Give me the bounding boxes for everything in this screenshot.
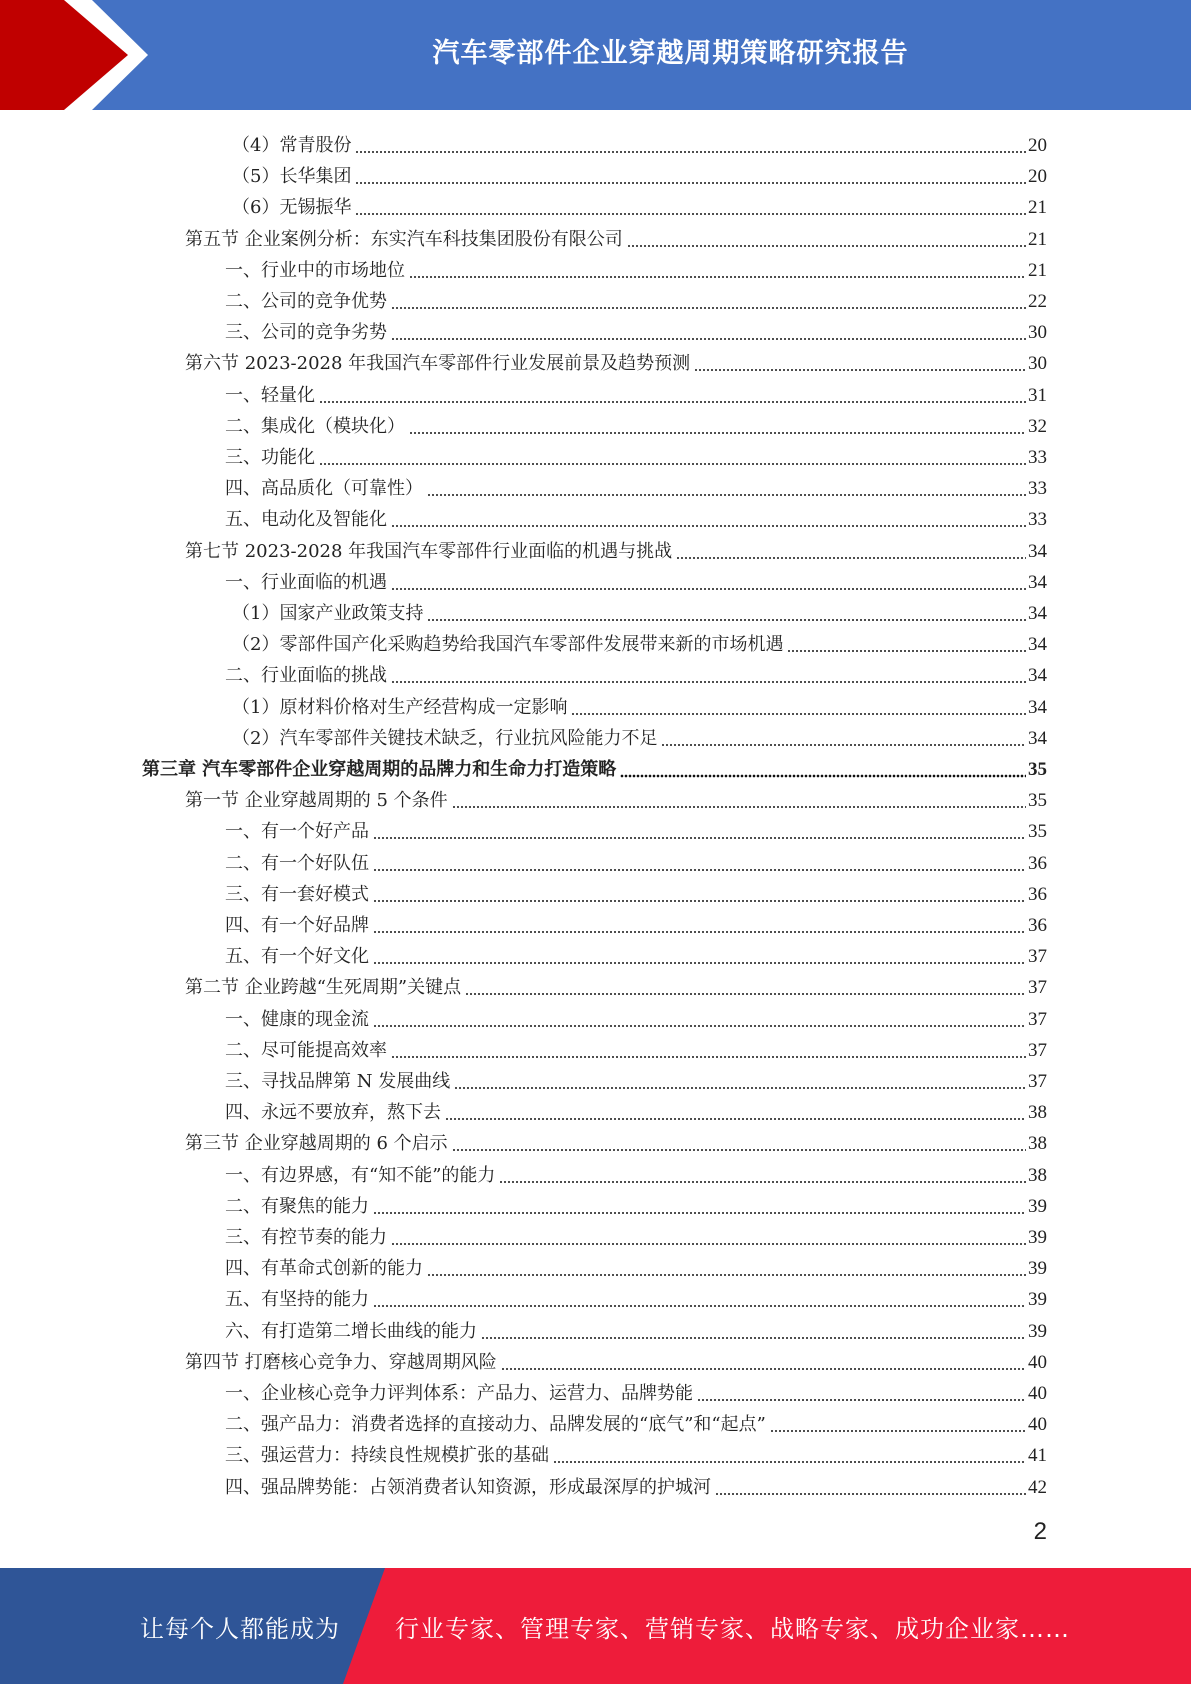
toc-dot-leader xyxy=(391,680,1026,684)
toc-entry-page: 33 xyxy=(1028,478,1047,500)
toc-dot-leader xyxy=(373,836,1026,840)
toc-dot-leader xyxy=(553,1460,1026,1464)
toc-dot-leader xyxy=(319,400,1026,404)
footer-slogan-right: 行业专家、管理专家、营销专家、战略专家、成功企业家…… xyxy=(395,1614,1070,1643)
toc-dot-leader xyxy=(676,556,1026,560)
toc-entry-page: 37 xyxy=(1028,1008,1047,1030)
toc-entry-title: （4）常青股份 xyxy=(232,135,352,156)
toc-entry-page: 37 xyxy=(1028,1039,1047,1061)
toc-entry-page: 33 xyxy=(1028,509,1047,531)
toc-dot-leader xyxy=(373,961,1026,965)
toc-dot-leader xyxy=(373,868,1026,872)
toc-entry-title: （1）原材料价格对生产经营构成一定影响 xyxy=(232,696,568,718)
toc-dot-leader xyxy=(391,306,1026,310)
toc-entry-title: （5）长华集团 xyxy=(232,166,352,188)
toc-dot-leader xyxy=(501,1367,1026,1371)
toc-dot-leader xyxy=(697,1398,1026,1402)
toc-entry-title: 第五节 企业案例分析：东实汽车科技集团股份有限公司 xyxy=(185,228,623,250)
toc-entry-title: 第六节 2023-2028 年我国汽车零部件行业发展前景及趋势预测 xyxy=(185,353,691,375)
toc-dot-leader xyxy=(454,1086,1026,1090)
toc-entry-title: 四、强品牌势能：占领消费者认知资源，形成最深厚的护城河 xyxy=(225,1476,711,1498)
toc-entry-title: 四、高品质化（可靠性） xyxy=(225,478,423,500)
toc-entry-page: 21 xyxy=(1028,228,1047,250)
toc-entry-title: 一、轻量化 xyxy=(225,384,315,406)
toc-entry-page: 34 xyxy=(1028,665,1047,687)
toc-entry[interactable] xyxy=(225,876,1047,907)
toc-dot-leader xyxy=(571,712,1026,716)
toc-entry-title: 二、强产品力：消费者选择的直接动力、品牌发展的“底气”和“起点” xyxy=(225,1414,766,1436)
toc-dot-leader xyxy=(391,1055,1026,1059)
toc-dot-leader xyxy=(391,1242,1026,1246)
toc-dot-leader xyxy=(373,1024,1026,1028)
toc-dot-leader xyxy=(661,743,1026,747)
toc-dot-leader xyxy=(787,649,1026,653)
toc-dot-leader xyxy=(391,524,1026,528)
toc-entry-page: 39 xyxy=(1028,1289,1047,1311)
toc-entry-page: 34 xyxy=(1028,571,1047,593)
toc-entry-page: 30 xyxy=(1028,353,1047,375)
toc-entry-title: 二、有一个好队伍 xyxy=(225,852,369,874)
toc-entry-title: 二、集成化（模块化） xyxy=(225,415,405,437)
toc-entry-title: 三、功能化 xyxy=(225,447,315,468)
toc-entry[interactable] xyxy=(225,1313,1047,1344)
toc-entry[interactable] xyxy=(225,408,1047,439)
toc-entry-title: 第三节 企业穿越周期的 6 个启示 xyxy=(185,1133,448,1155)
toc-entry-title: 二、行业面临的挑战 xyxy=(225,665,387,687)
toc-entry-title: 二、尽可能提高效率 xyxy=(225,1039,387,1061)
toc-entry[interactable] xyxy=(185,782,1047,813)
toc-entry-page: 36 xyxy=(1028,883,1047,905)
toc-entry-title: 一、企业核心竞争力评判体系：产品力、运营力、品牌势能 xyxy=(225,1383,693,1404)
toc-dot-leader xyxy=(481,1336,1026,1340)
toc-entry[interactable] xyxy=(225,1032,1047,1063)
toc-entry[interactable] xyxy=(232,127,1047,158)
toc-dot-leader xyxy=(355,212,1026,216)
toc-entry[interactable] xyxy=(232,595,1047,626)
page-footer xyxy=(0,1568,1191,1684)
toc-dot-leader xyxy=(373,930,1026,934)
toc-dot-leader xyxy=(770,1429,1026,1433)
toc-entry-page: 34 xyxy=(1028,727,1047,749)
toc-entry[interactable] xyxy=(225,1188,1047,1219)
toc-entry[interactable] xyxy=(225,1094,1047,1125)
toc-entry-title: 四、有一个好品牌 xyxy=(225,915,369,936)
toc-entry[interactable] xyxy=(225,1157,1047,1188)
toc-dot-leader xyxy=(355,150,1026,154)
toc-entry[interactable] xyxy=(225,657,1047,688)
toc-entry-page: 20 xyxy=(1028,135,1047,156)
toc-entry-title: 三、有一套好模式 xyxy=(225,883,369,905)
toc-entry-page: 36 xyxy=(1028,915,1047,936)
report-title: 汽车零部件企业穿越周期策略研究报告 xyxy=(432,37,909,69)
toc-entry-title: 一、行业面临的机遇 xyxy=(225,571,387,593)
toc-entry[interactable] xyxy=(225,501,1047,532)
toc-entry-page: 21 xyxy=(1028,259,1047,281)
toc-entry-title: 三、强运营力：持续良性规模扩张的基础 xyxy=(225,1445,549,1467)
toc-entry-page: 34 xyxy=(1028,696,1047,718)
toc-dot-leader xyxy=(373,1211,1026,1215)
toc-entry-title: 第二节 企业跨越“生死周期”关键点 xyxy=(185,977,462,999)
toc-entry[interactable] xyxy=(225,1375,1047,1406)
toc-entry-page: 35 xyxy=(1028,759,1047,780)
toc-entry-title: （2）零部件国产化采购趋势给我国汽车零部件发展带来新的市场机遇 xyxy=(232,634,784,656)
toc-entry-page: 34 xyxy=(1028,634,1047,656)
toc-entry-page: 37 xyxy=(1028,1071,1047,1092)
toc-entry-title: 第七节 2023-2028 年我国汽车零部件行业面临的机遇与挑战 xyxy=(185,540,673,562)
toc-entry-page: 42 xyxy=(1028,1476,1047,1498)
toc-entry-page: 32 xyxy=(1028,415,1047,437)
toc-entry-page: 40 xyxy=(1028,1414,1047,1436)
toc-dot-leader xyxy=(373,1304,1026,1308)
toc-entry[interactable] xyxy=(185,533,1047,564)
toc-entry[interactable] xyxy=(225,470,1047,501)
toc-dot-leader xyxy=(391,337,1026,341)
toc-entry-page: 37 xyxy=(1028,977,1047,999)
toc-entry[interactable] xyxy=(185,221,1047,252)
toc-entry[interactable] xyxy=(225,377,1047,408)
toc-entry[interactable] xyxy=(185,345,1047,376)
toc-entry[interactable] xyxy=(185,1125,1047,1156)
toc-entry[interactable] xyxy=(232,626,1047,657)
page-header xyxy=(0,0,1191,110)
toc-entry-title: （1）国家产业政策支持 xyxy=(232,603,424,624)
toc-entry-page: 33 xyxy=(1028,447,1047,468)
toc-entry[interactable] xyxy=(225,1437,1047,1468)
toc-entry[interactable] xyxy=(225,564,1047,595)
toc-entry-page: 21 xyxy=(1028,197,1047,219)
toc-entry-page: 34 xyxy=(1028,540,1047,562)
toc-entry[interactable] xyxy=(225,1063,1047,1094)
toc-entry[interactable] xyxy=(225,1406,1047,1437)
toc-dot-leader xyxy=(499,1180,1026,1184)
toc-entry-title: 第三章 汽车零部件企业穿越周期的品牌力和生命力打造策略 xyxy=(142,759,617,780)
page-number: 2 xyxy=(1033,1518,1047,1545)
toc-entry[interactable] xyxy=(225,1469,1047,1500)
toc-entry[interactable] xyxy=(232,720,1047,751)
toc-dot-leader xyxy=(465,992,1026,996)
toc-entry-title: 三、有控节奏的能力 xyxy=(225,1227,387,1248)
toc-entry-page: 38 xyxy=(1028,1133,1047,1155)
toc-entry[interactable] xyxy=(225,283,1047,314)
toc-entry-title: 五、有坚持的能力 xyxy=(225,1289,369,1311)
toc-entry-page: 35 xyxy=(1028,790,1047,812)
toc-entry-page: 39 xyxy=(1028,1320,1047,1342)
toc-dot-leader xyxy=(355,181,1026,185)
toc-entry[interactable] xyxy=(225,813,1047,844)
toc-dot-leader xyxy=(373,899,1026,903)
toc-entry[interactable] xyxy=(225,1001,1047,1032)
toc-entry-page: 39 xyxy=(1028,1195,1047,1217)
toc-entry-page: 30 xyxy=(1028,322,1047,344)
toc-entry-title: 三、公司的竞争劣势 xyxy=(225,322,387,344)
toc-dot-leader xyxy=(409,275,1026,279)
toc-entry-page: 40 xyxy=(1028,1351,1047,1373)
toc-entry-title: 一、有一个好产品 xyxy=(225,821,369,843)
toc-entry-page: 34 xyxy=(1028,603,1047,624)
toc-dot-leader xyxy=(427,1273,1026,1277)
toc-entry-title: 二、有聚焦的能力 xyxy=(225,1195,369,1217)
toc-entry[interactable] xyxy=(232,189,1047,220)
toc-dot-leader xyxy=(620,774,1026,778)
footer-slogan-left: 让每个人都能成为 xyxy=(140,1614,340,1643)
toc-entry-title: 六、有打造第二增长曲线的能力 xyxy=(225,1320,477,1342)
toc-entry-title: 五、有一个好文化 xyxy=(225,946,369,968)
toc-entry[interactable] xyxy=(225,845,1047,876)
toc-entry[interactable] xyxy=(232,158,1047,189)
toc-entry[interactable] xyxy=(225,938,1047,969)
toc-entry-title: 第四节 打磨核心竞争力、穿越周期风险 xyxy=(185,1351,497,1373)
toc-entry-title: 三、寻找品牌第 N 发展曲线 xyxy=(225,1071,451,1092)
toc-dot-leader xyxy=(452,805,1026,809)
toc-entry-page: 36 xyxy=(1028,852,1047,874)
toc-dot-leader xyxy=(452,1148,1026,1152)
toc-entry-page: 38 xyxy=(1028,1102,1047,1124)
toc-entry-page: 40 xyxy=(1028,1383,1047,1404)
toc-entry-page: 39 xyxy=(1028,1227,1047,1248)
toc-dot-leader xyxy=(715,1492,1026,1496)
toc-entry-page: 37 xyxy=(1028,946,1047,968)
toc-dot-leader xyxy=(427,618,1026,622)
toc-entry-title: 二、公司的竞争优势 xyxy=(225,291,387,312)
toc-entry[interactable] xyxy=(185,969,1047,1000)
toc-entry-page: 38 xyxy=(1028,1164,1047,1186)
toc-entry[interactable] xyxy=(225,1281,1047,1312)
toc-entry-title: （2）汽车零部件关键技术缺乏，行业抗风险能力不足 xyxy=(232,727,658,749)
toc-entry-page: 22 xyxy=(1028,291,1047,312)
toc-entry-title: 第一节 企业穿越周期的 5 个条件 xyxy=(185,790,448,812)
toc-entry-title: 一、健康的现金流 xyxy=(225,1008,369,1030)
toc-dot-leader xyxy=(409,431,1026,435)
toc-dot-leader xyxy=(445,1117,1026,1121)
toc-entry-title: 一、有边界感，有“知不能”的能力 xyxy=(225,1164,496,1186)
toc-entry-title: 四、永远不要放弃，熬下去 xyxy=(225,1102,441,1124)
toc-entry[interactable] xyxy=(225,1250,1047,1281)
toc-dot-leader xyxy=(319,462,1026,466)
toc-entry-title: 一、行业中的市场地位 xyxy=(225,259,405,281)
toc-entry-title: （6）无锡振华 xyxy=(232,197,352,219)
toc-entry-page: 39 xyxy=(1028,1258,1047,1280)
toc-entry-page: 31 xyxy=(1028,384,1047,406)
toc-entry-page: 41 xyxy=(1028,1445,1047,1467)
toc-entry-title: 四、有革命式创新的能力 xyxy=(225,1258,423,1280)
toc-entry[interactable] xyxy=(225,907,1047,938)
toc-dot-leader xyxy=(627,244,1026,248)
toc-entry[interactable] xyxy=(185,1344,1047,1375)
toc-entry-page: 20 xyxy=(1028,166,1047,188)
toc-dot-leader xyxy=(694,368,1026,372)
toc-entry-title: 五、电动化及智能化 xyxy=(225,509,387,531)
toc-entry[interactable] xyxy=(225,1219,1047,1250)
toc-entry-page: 35 xyxy=(1028,821,1047,843)
toc-entry[interactable] xyxy=(232,689,1047,720)
toc-dot-leader xyxy=(427,493,1026,497)
toc-entry[interactable] xyxy=(225,314,1047,345)
toc-dot-leader xyxy=(391,587,1026,591)
toc-entry[interactable] xyxy=(142,751,1047,782)
toc-entry[interactable] xyxy=(225,252,1047,283)
toc-entry[interactable] xyxy=(225,439,1047,470)
